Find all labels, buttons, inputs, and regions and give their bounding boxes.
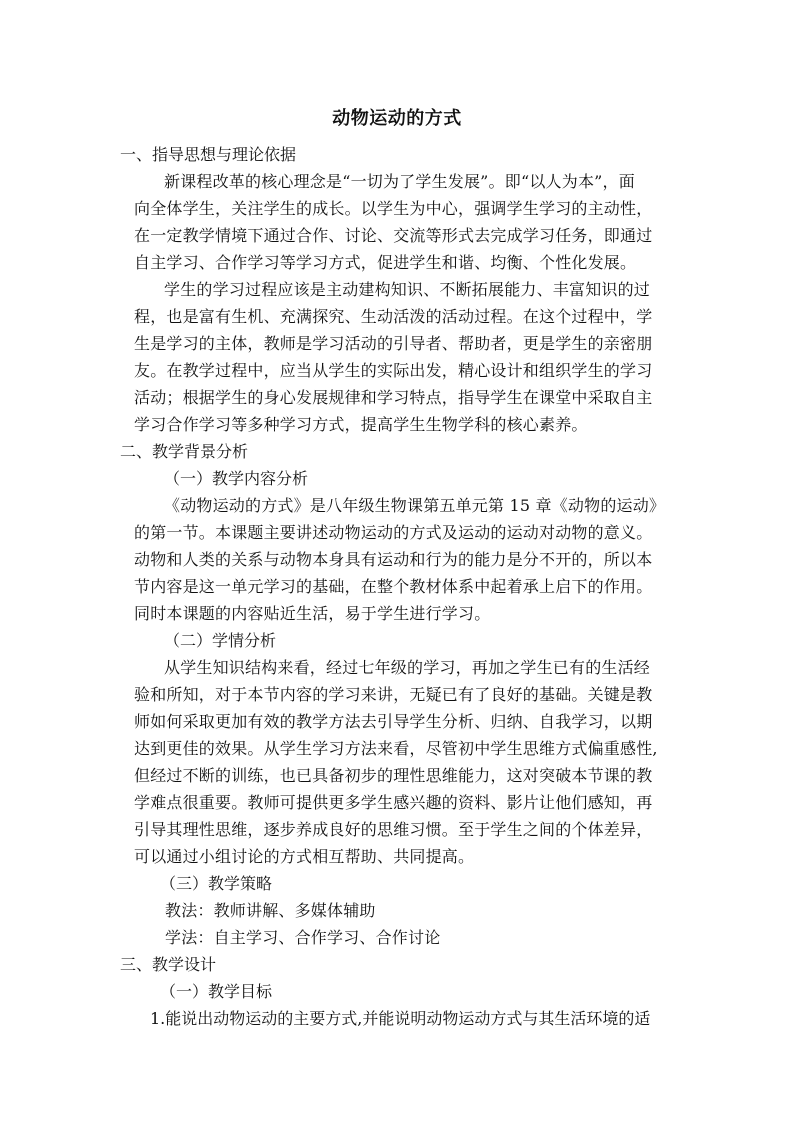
paragraph-line: 可以通过小组讨论的方式相互帮助、共同提高。 [134, 847, 475, 866]
subsection-heading-teaching-strategy: （三）教学策略 [160, 874, 273, 893]
subsection-heading-content-analysis: （一）教学内容分析 [164, 469, 309, 488]
paragraph-line: 生是学习的主体，教师是学习活动的引导者、帮助者，更是学生的亲密朋 [134, 334, 653, 353]
teaching-method-line: 教法：教师讲解、多媒体辅助 [165, 901, 376, 920]
paragraph-line: 自主学习、合作学习等学习方式，促进学生和谐、均衡、个性化发展。 [134, 253, 637, 272]
objective-item-1: 1.能说出动物运动的主要方式,并能说明动物运动方式与其生活环境的适 [150, 1009, 651, 1028]
paragraph-line: 友。在教学过程中，应当从学生的实际出发，精心设计和组织学生的学习 [134, 361, 653, 380]
paragraph-line: 向全体学生，关注学生的成长。以学生为中心，强调学生学习的主动性， [134, 199, 653, 218]
section-heading-teaching-design: 三、教学设计 [120, 955, 217, 974]
paragraph-line: 的第一节。本课题主要讲述动物运动的方式及运动的运动对动物的意义。 [134, 523, 653, 542]
subsection-heading-learner-analysis: （二）学情分析 [164, 631, 277, 650]
paragraph-line: 但经过不断的训练，也已具备初步的理性思维能力，这对突破本节课的教 [134, 766, 653, 785]
learning-method-line: 学法：自主学习、合作学习、合作讨论 [165, 928, 441, 947]
paragraph-line: 程，也是富有生机、充满探究、生动活泼的活动过程。在这个过程中，学 [134, 307, 653, 326]
section-heading-teaching-background: 二、教学背景分析 [120, 442, 249, 461]
paragraph-line: 学难点很重要。教师可提供更多学生感兴趣的资料、影片让他们感知，再 [134, 793, 653, 812]
section-heading-guiding-ideology: 一、指导思想与理论依据 [120, 145, 297, 164]
paragraph-line: 学习合作学习等多种学习方式，提高学生生物学科的核心素养。 [134, 415, 588, 434]
document-title: 动物运动的方式 [332, 108, 462, 129]
paragraph-line: 师如何采取更加有效的教学方法去引导学生分析、归纳、自我学习，以期 [134, 712, 653, 731]
paragraph-line: 节内容是这一单元学习的基础，在整个教材体系中起着承上启下的作用。 [134, 577, 653, 596]
paragraph-line: 新课程改革的核心理念是“一切为了学生发展”。即“以人为本”，面 [164, 172, 635, 191]
paragraph-line: 同时本课题的内容贴近生活，易于学生进行学习。 [134, 604, 491, 623]
paragraph-line: 动物和人类的关系与动物本身具有运动和行为的能力是分不开的，所以本 [134, 550, 653, 569]
paragraph-line: 在一定教学情境下通过合作、讨论、交流等形式去完成学习任务，即通过 [134, 226, 653, 245]
paragraph-line: 活动；根据学生的身心发展规律和学习特点，指导学生在课堂中采取自主 [134, 388, 653, 407]
subsection-heading-teaching-objectives: （一）教学目标 [160, 982, 273, 1001]
paragraph-line: 验和所知，对于本节内容的学习来讲，无疑已有了良好的基础。关键是教 [134, 685, 653, 704]
paragraph-line: 《动物运动的方式》是八年级生物课第五单元第 15 章《动物的运动》 [164, 496, 666, 515]
paragraph-line: 引导其理性思维，逐步养成良好的思维习惯。至于学生之间的个体差异， [134, 820, 653, 839]
paragraph-line: 达到更佳的效果。从学生学习方法来看，尽管初中学生思维方式偏重感性, [134, 739, 658, 758]
paragraph-line: 学生的学习过程应该是主动建构知识、不断拓展能力、丰富知识的过 [164, 280, 651, 299]
paragraph-line: 从学生知识结构来看，经过七年级的学习，再加之学生已有的生活经 [164, 658, 651, 677]
